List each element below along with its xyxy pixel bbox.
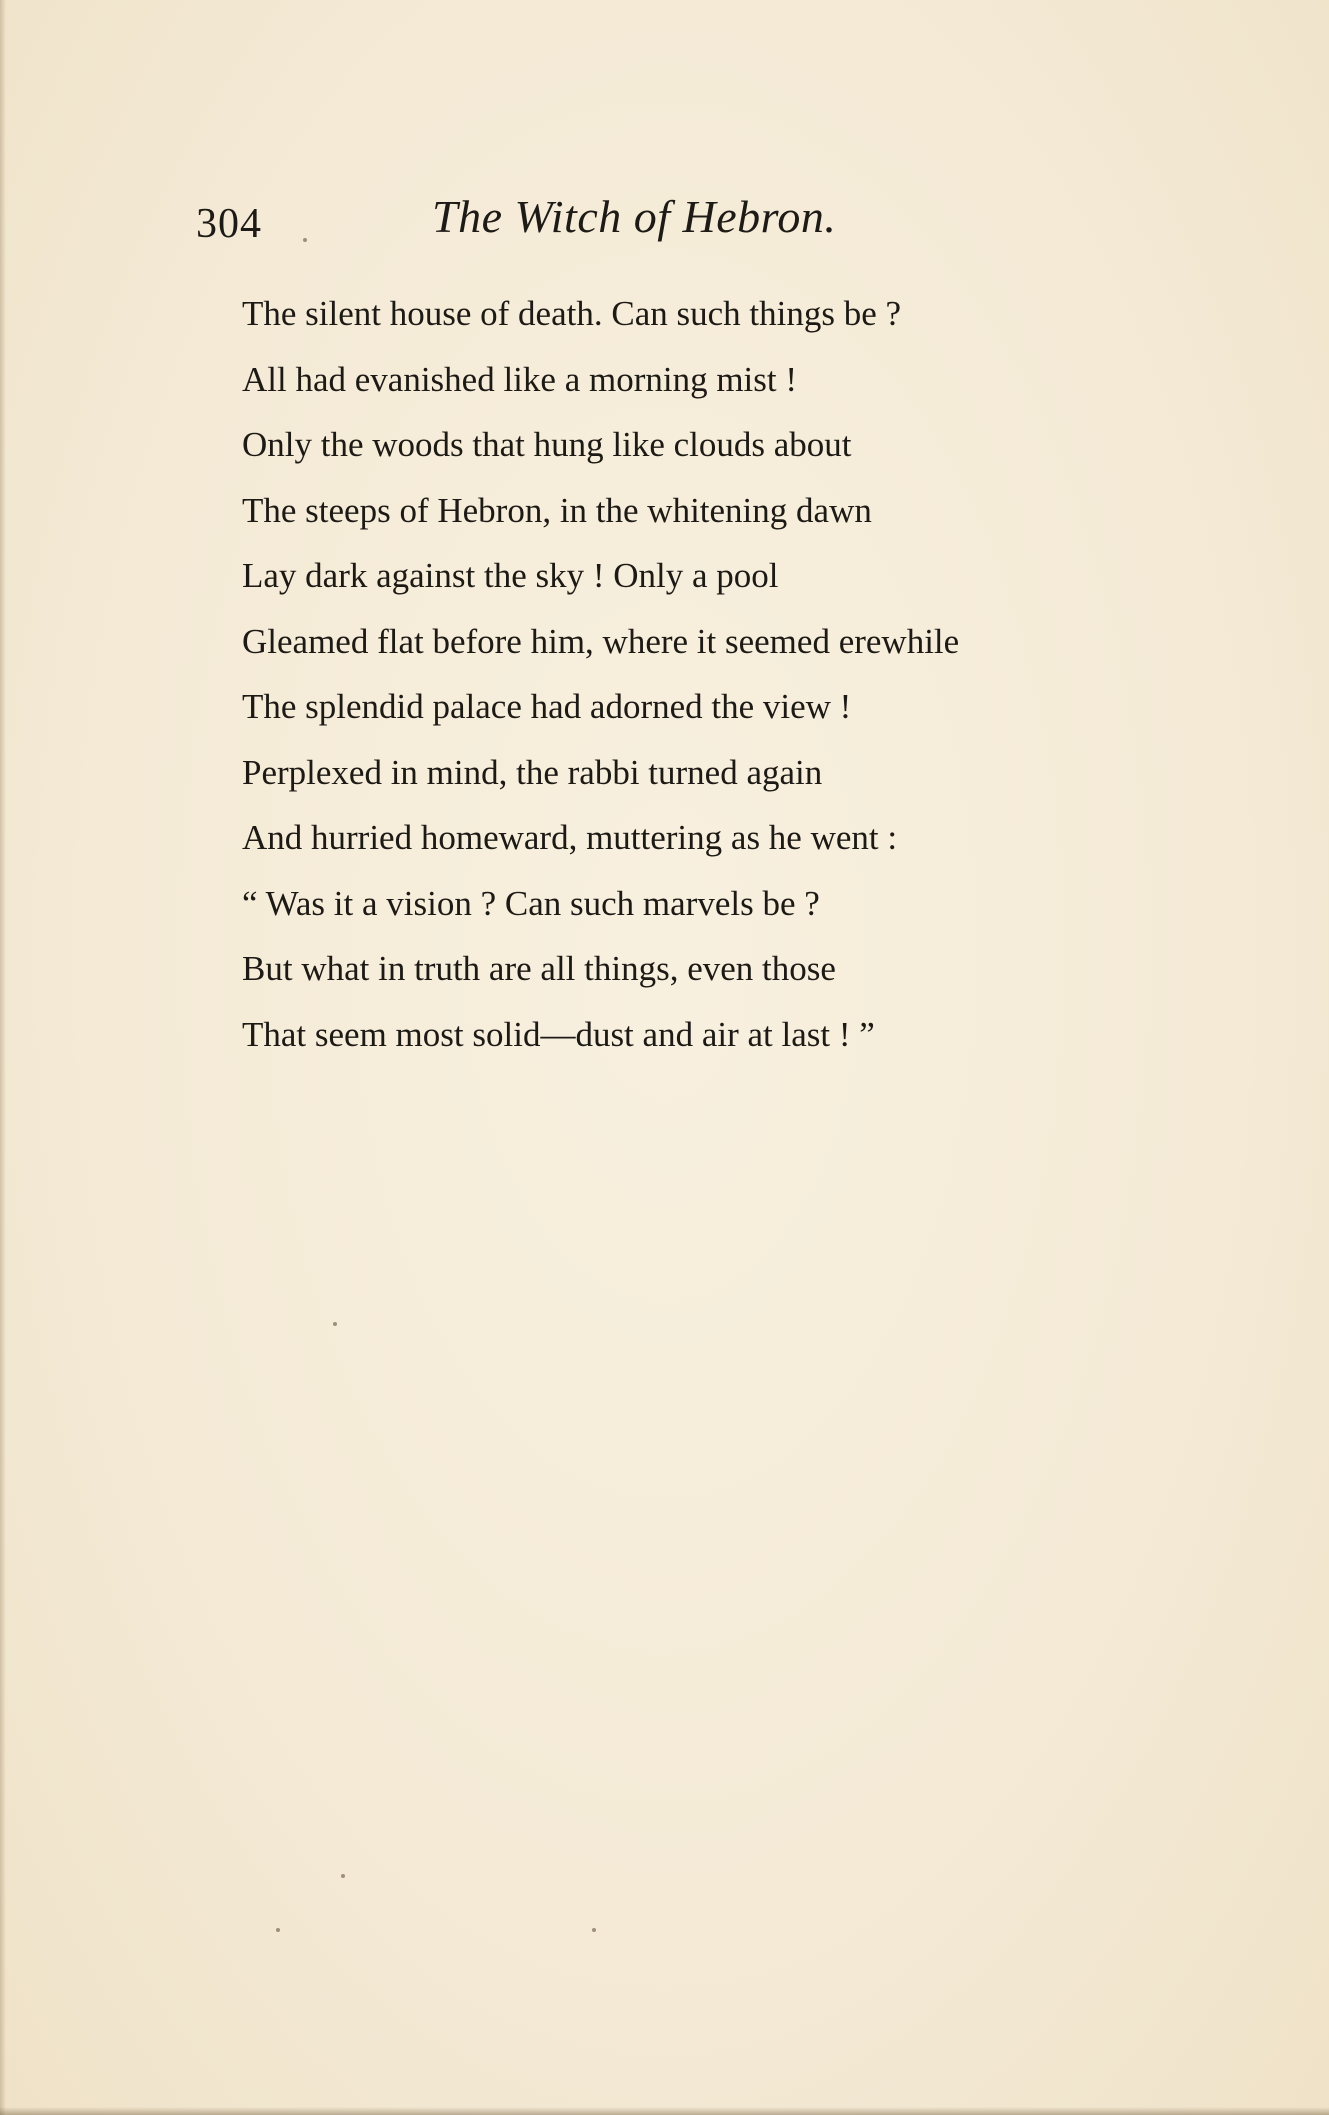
page-edge-shading bbox=[0, 0, 6, 2115]
poem-line: Only the woods that hung like clouds about bbox=[242, 425, 852, 464]
poem-line: “ Was it a vision ? Can such marvels be ? bbox=[242, 883, 820, 923]
poem-line: Perplexed in mind, the rabbi turned again bbox=[242, 752, 823, 792]
page-header bbox=[0, 190, 1329, 260]
paper-speck bbox=[341, 1874, 345, 1878]
poem-line: The splendid palace had adorned the view ! bbox=[242, 687, 852, 726]
poem-line: Gleamed flat before him, where it seemed erewhile bbox=[242, 621, 960, 661]
paper-speck bbox=[592, 1928, 596, 1932]
poem-line: The silent house of death. Can such things be ? bbox=[242, 294, 902, 333]
poem-line: And hurried homeward, muttering as he went : bbox=[242, 818, 898, 857]
poem-line: That seem most solid—dust and air at last ! ” bbox=[242, 1014, 875, 1054]
poem-line: Lay dark against the sky ! Only a pool bbox=[242, 556, 779, 595]
poem-text bbox=[242, 288, 1122, 1074]
poem-line: The steeps of Hebron, in the whitening dawn bbox=[242, 490, 872, 530]
page-bottom-edge bbox=[0, 2107, 1329, 2115]
running-title: The Witch of Hebron. bbox=[432, 191, 837, 242]
paper-speck bbox=[333, 1322, 337, 1326]
paper-speck bbox=[276, 1928, 280, 1932]
poem-line: All had evanished like a morning mist ! bbox=[242, 359, 798, 399]
paper-speck bbox=[303, 238, 307, 242]
poem-line: But what in truth are all things, even those bbox=[242, 949, 836, 988]
page-number: 304 bbox=[196, 201, 262, 247]
